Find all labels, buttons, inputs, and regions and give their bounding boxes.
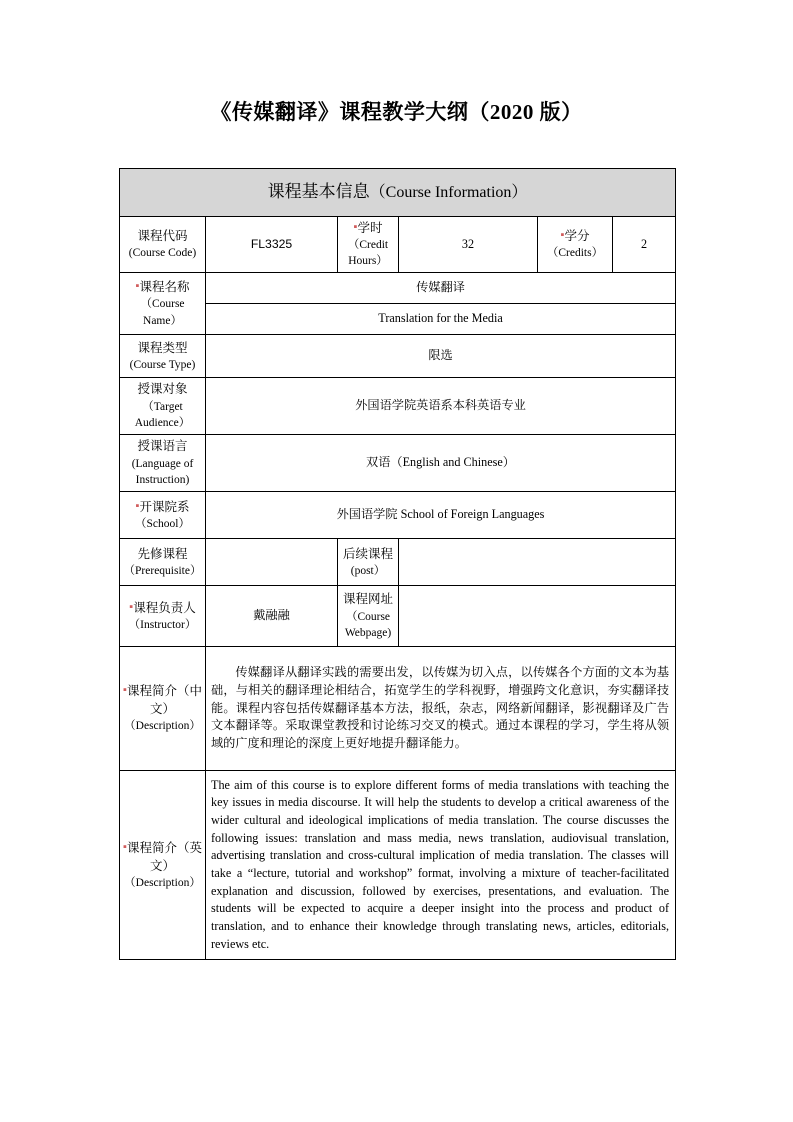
value-credit-hours: 32 xyxy=(399,216,538,272)
label-target-audience-en2: Audience） xyxy=(134,417,191,430)
label-course-name-en2: Name） xyxy=(143,314,182,327)
table-row xyxy=(120,435,676,492)
label-post-cn: 后续课程 xyxy=(342,546,393,561)
value-course-name-cn: 传媒翻译 xyxy=(206,273,676,304)
label-credit-hours-cn xyxy=(341,219,395,237)
label-webpage-cn: 课程网址 xyxy=(342,592,393,607)
table-header-label-cn: 课程基本信息 xyxy=(267,182,370,201)
table-row xyxy=(120,539,676,586)
label-target-audience-en1: （Target xyxy=(142,400,183,413)
label-instructor-en: （Instructor） xyxy=(128,618,197,631)
label-language-en2: Instruction) xyxy=(135,474,190,487)
course-information-table xyxy=(119,168,676,960)
label-language-cn: 授课语言 xyxy=(137,439,188,454)
label-credits xyxy=(538,216,613,272)
table-row xyxy=(120,586,676,647)
table-row xyxy=(120,771,676,960)
label-description-en xyxy=(120,771,206,960)
label-course-webpage xyxy=(338,586,399,647)
label-course-name-en1: （Course xyxy=(140,298,185,310)
label-prerequisite-en: （Prerequisite） xyxy=(123,564,202,577)
label-prerequisite-cn: 先修课程 xyxy=(137,546,188,561)
value-course-webpage xyxy=(399,586,676,647)
label-description-cn-line1 xyxy=(123,682,202,700)
value-post-course xyxy=(399,539,676,586)
label-school-cn xyxy=(123,498,202,516)
label-post-en: (post） xyxy=(350,564,386,577)
required-marker-icon: ▪ xyxy=(129,600,134,613)
label-target-audience-cn: 授课对象 xyxy=(137,382,188,397)
label-credit-hours-en2: Hours） xyxy=(348,255,388,268)
label-credits-cn xyxy=(541,227,609,245)
label-credits-text: 学分 xyxy=(564,228,590,243)
label-instructor xyxy=(120,586,206,647)
value-course-name-en: Translation for the Media xyxy=(206,304,676,335)
label-school xyxy=(120,492,206,539)
page-title: 《传媒翻译》课程教学大纲（2020 版） xyxy=(210,100,583,124)
label-description-en-line1 xyxy=(123,839,202,857)
value-description-en: The aim of this course is to explore different forms of media translations with teaching the key issues in media discourse. It will help the students to develop a critical awareness of the wider cultural and ideological implications of media translation. The course discusses the following issues: translation and mass media, news translation, audiovisual translation, advertising translation and cross-cultural implication of media translation. The classes will take a “lecture, tutorial and workshop” format, involving a mixture of teacher-facilitated explanation and discussion, followed by exercises, presentations, and evaluation. The students will be expected to acquire a deeper insight into the process and product of translation, and to enhance their knowledge through translating news, articles, editorials, reviews etc. xyxy=(206,771,676,960)
required-marker-icon: ▪ xyxy=(123,840,127,853)
table-row xyxy=(120,273,676,304)
label-description-cn-line2: 文） xyxy=(149,702,175,717)
value-course-type: 限选 xyxy=(206,335,676,378)
label-course-name-cn xyxy=(123,278,202,296)
value-description-cn: 传媒翻译从翻译实践的需要出发，以传媒为切入点，以传媒各个方面的文本为基础，与相关的翻译理论相结合，拓宽学生的学科视野，增强跨文化意识，夯实翻译技能。课程内容包括传媒翻译基本方法，报纸，杂志，网络新闻翻译，影视翻译及广告文本翻译等。采取课堂教授和讨论练习交叉的模式。通过本课程的学习，学生将从领域的广度和理论的深度上更好地提升翻译能力。 xyxy=(206,647,676,771)
label-language-of-instruction xyxy=(120,435,206,492)
label-description-cn xyxy=(120,647,206,771)
label-description-en-text: 课程简介（英 xyxy=(126,840,202,855)
table-row xyxy=(120,378,676,435)
table-row xyxy=(120,216,676,272)
label-credit-hours xyxy=(338,216,399,272)
value-language-of-instruction: 双语（English and Chinese） xyxy=(206,435,676,492)
required-marker-icon: ▪ xyxy=(123,684,127,697)
required-marker-icon: ▪ xyxy=(135,499,140,512)
label-course-type-cn: 课程类型 xyxy=(137,340,188,355)
table-row xyxy=(120,647,676,771)
label-course-type xyxy=(120,335,206,378)
label-description-en-line2: 文） xyxy=(149,858,175,873)
label-course-code-en: (Course Code) xyxy=(128,247,197,260)
table-row xyxy=(120,335,676,378)
label-course-code-cn: 课程代码 xyxy=(137,228,188,243)
label-post-course xyxy=(338,539,399,586)
label-description-cn-line3: （Description） xyxy=(124,720,201,733)
required-marker-icon: ▪ xyxy=(353,220,358,233)
label-description-en-line3: （Description） xyxy=(124,876,201,889)
label-course-type-en: (Course Type) xyxy=(129,358,196,371)
label-course-name xyxy=(120,273,206,335)
value-school: 外国语学院 School of Foreign Languages xyxy=(206,492,676,539)
label-webpage-en1: （Course xyxy=(345,610,391,623)
label-target-audience xyxy=(120,378,206,435)
value-credits: 2 xyxy=(613,216,676,272)
label-school-en: （School） xyxy=(135,517,190,530)
table-row xyxy=(120,492,676,539)
label-description-cn-text: 课程简介（中 xyxy=(126,684,202,699)
label-webpage-en2: Webpage) xyxy=(344,627,392,640)
label-course-code xyxy=(120,216,206,272)
label-school-text: 开课院系 xyxy=(139,499,190,514)
label-instructor-cn xyxy=(123,599,202,617)
value-prerequisite xyxy=(206,539,338,586)
label-credit-hours-en1: （Credit xyxy=(347,238,389,251)
label-instructor-text: 课程负责人 xyxy=(133,600,196,615)
required-marker-icon: ▪ xyxy=(135,279,140,292)
label-language-en1: (Language of xyxy=(131,457,194,470)
required-marker-icon: ▪ xyxy=(560,228,565,241)
table-header-row xyxy=(120,169,676,217)
label-credit-hours-text: 学时 xyxy=(357,220,383,235)
table-header-label-en: （Course Information） xyxy=(369,184,528,201)
value-target-audience: 外国语学院英语系本科英语专业 xyxy=(206,378,676,435)
table-header-cell xyxy=(120,169,676,217)
label-course-name-text: 课程名称 xyxy=(139,279,190,294)
label-prerequisite xyxy=(120,539,206,586)
value-instructor: 戴融融 xyxy=(206,586,338,647)
label-credits-en: （Credits） xyxy=(546,247,604,260)
value-course-code: FL3325 xyxy=(206,216,338,272)
